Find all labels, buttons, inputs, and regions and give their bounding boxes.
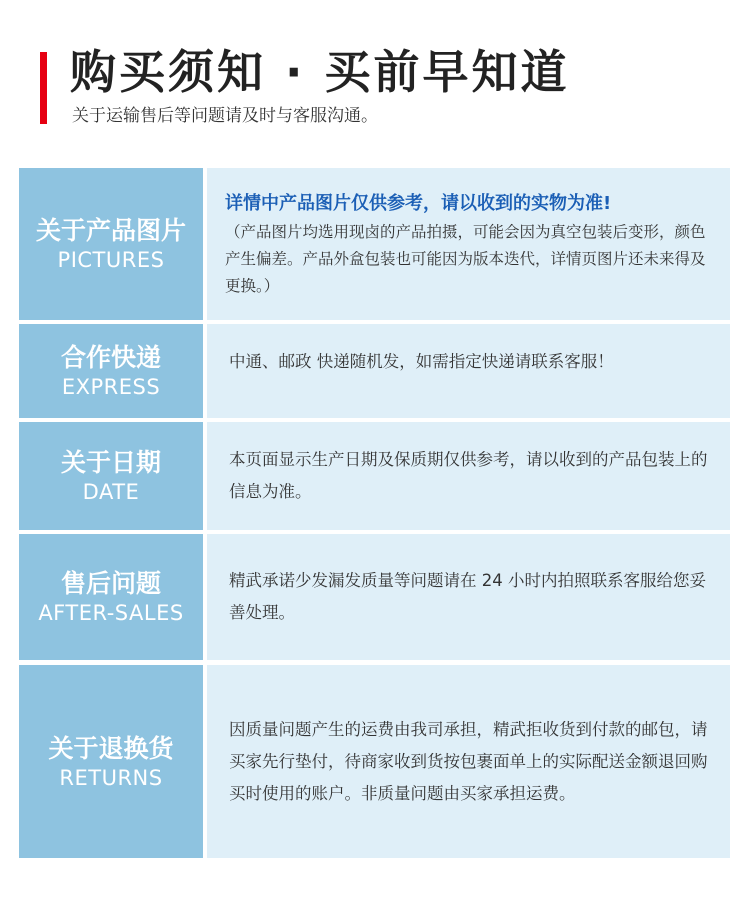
- row-label: [19, 324, 203, 418]
- row-label: [19, 534, 203, 660]
- row-label: [19, 168, 203, 320]
- row-highlight: 详情中产品图片仅供参考，请以收到的实物为准!: [225, 192, 612, 214]
- row-content: [207, 324, 730, 418]
- row-pictures: [19, 168, 730, 320]
- row-label-zh: 关于退换货: [48, 733, 174, 763]
- row-label-zh: 售后问题: [60, 569, 161, 598]
- row-label-zh: 关于日期: [60, 448, 161, 477]
- row-after-sales: [19, 534, 730, 660]
- row-label-zh: 关于产品图片: [35, 216, 186, 245]
- row-returns: [19, 665, 730, 858]
- header: [0, 0, 750, 150]
- row-label: [19, 665, 203, 858]
- row-text: 精武承诺少发漏发质量等问题请在 24 小时内拍照联系客服给您妥善处理。: [229, 571, 706, 622]
- row-label-en: EXPRESS: [61, 375, 161, 399]
- row-content: [207, 422, 730, 530]
- accent-bar: [40, 52, 47, 124]
- row-text: 中通、邮政 快递随机发，如需指定快递请联系客服！: [229, 352, 614, 371]
- page-subtitle: 关于运输售后等问题请及时与客服沟通。: [72, 106, 378, 126]
- row-content: [207, 168, 730, 320]
- row-label-en: AFTER-SALES: [38, 601, 184, 625]
- row-content: [207, 665, 730, 858]
- row-text: 本页面显示生产日期及保质期仅供参考，请以收到的产品包装上的信息为准。: [229, 450, 708, 501]
- row-label-zh: 合作快递: [60, 343, 161, 372]
- row-text: 因质量问题产生的运费由我司承担，精武拒收货到付款的邮包，请买家先行垫付，待商家收到货按包裹面单上的实际配送金额退回购买时使用的账户。非质量问题由买家承担运费。: [229, 719, 708, 803]
- row-content: [207, 534, 730, 660]
- row-note: （产品图片均选用现卤的产品拍摄，可能会因为真空包装后变形，颜色产生偏差。产品外盒包装也可能因为版本迭代，详情页图片还未来得及更换。）: [225, 222, 706, 295]
- row-label-en: DATE: [82, 480, 140, 504]
- row-express: [19, 324, 730, 418]
- row-label-en: PICTURES: [57, 248, 165, 272]
- row-label-en: RETURNS: [59, 765, 163, 790]
- row-label: [19, 422, 203, 530]
- row-date: [19, 422, 730, 530]
- page-title: 购买须知 · 买前早知道: [70, 45, 570, 99]
